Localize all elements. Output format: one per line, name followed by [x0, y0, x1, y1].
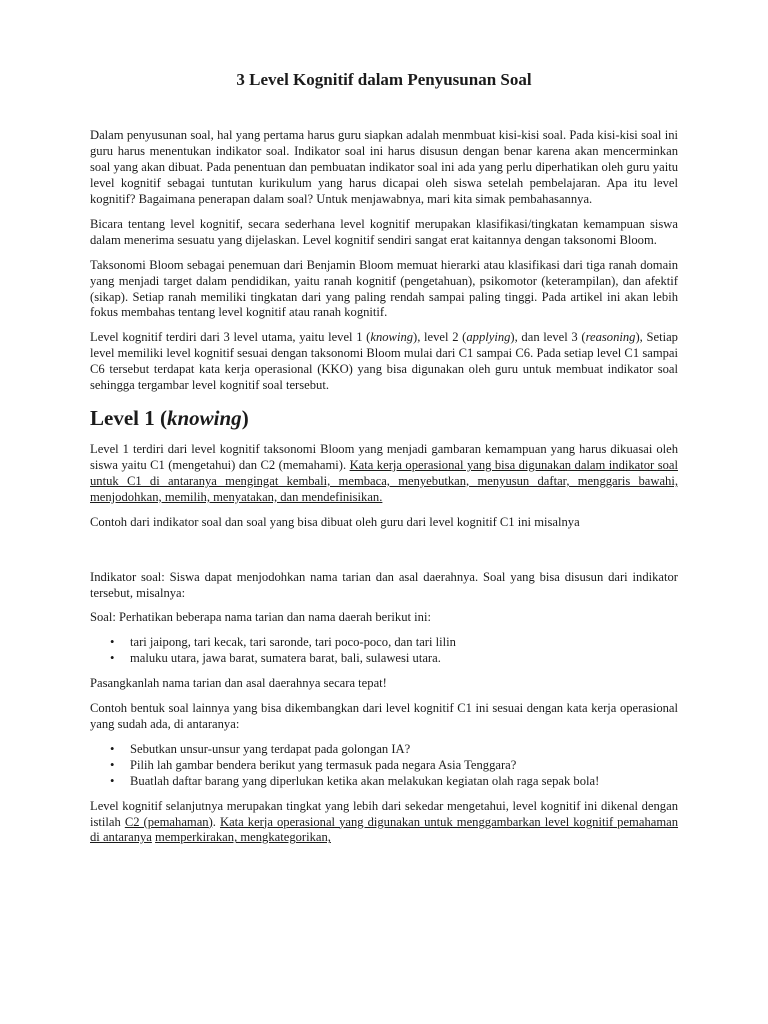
text-run: tari jaipong, tari kecak, tari saronde, tari poco-poco, dan tari lilin — [130, 635, 456, 650]
indicator-paragraph — [90, 570, 678, 602]
text-run: Buatlah daftar barang yang diperlukan ketika akan melakukan kegiatan olah raga sepak bola! — [130, 773, 600, 788]
text-run: Level kognitif selanjutnya merupakan tingkat yang lebih dari sekedar mengetahui, level kognitif ini dikenal dengan istilah — [90, 798, 678, 829]
text-run: Level 1 terdiri dari level kognitif taksonomi Bloom yang menjadi gambaran kemampuan yang harus dikuasai oleh siswa yaitu C1 (mengetahui) dan C2 (memahami). — [90, 442, 678, 473]
text-run: Kata kerja operasional yang bisa digunakan dalam indikator soal untuk C1 di antaranya mengingat kembali, membaca, menyebutkan, menyusun daftar, menggaris bawahi, menjodohkan, memilih, menyatakan, dan mendefinisikan. — [90, 458, 678, 504]
bullet-item — [130, 758, 678, 774]
text-run: Taksonomi Bloom sebagai penemuan dari Benjamin Bloom memuat hierarki atau klasifikasi dari tiga ranah domain yang menjadi target dalam pendidikan, yaitu ranah kognitif (pengetahuan), psikomotor (keterampilan), dan afektif (sikap). Setiap ranah memiliki tingkatan dari yang paling rendah sampai paling tinggi. Pada artikel ini akan lebih fokus membahas tentang level kognitif atau ranah kognitif. — [90, 257, 678, 320]
bullet-item — [130, 774, 678, 790]
text-run: . — [212, 814, 220, 829]
text-run: Soal: Perhatikan beberapa nama tarian dan nama daerah berikut ini: — [90, 610, 431, 625]
level-1-description-paragraph — [90, 442, 678, 506]
paragraph-spacer — [90, 540, 678, 570]
text-run: memperkirakan, mengkategorikan, — [155, 830, 331, 845]
text-run: applying — [466, 330, 511, 345]
bullet-item — [130, 742, 678, 758]
text-run: ), dan level 3 ( — [510, 330, 586, 345]
text-run: Pilih lah gambar bendera berikut yang termasuk pada negara Asia Tenggara? — [130, 757, 517, 772]
bloom-taxonomy-paragraph — [90, 258, 678, 322]
text-run: 3 Level Kognitif dalam Penyusunan Soal — [236, 70, 532, 89]
other-examples-paragraph — [90, 701, 678, 733]
bullet-item — [130, 651, 678, 667]
intro-paragraph — [90, 128, 678, 208]
text-run: Dalam penyusunan soal, hal yang pertama harus guru siapkan adalah menmbuat kisi-kisi soal. Pada kisi-kisi soal ini guru harus menentukan indikator soal. Indikator soal ini harus disusun dengan benar karena akan mencerminkan soal yang akan dibuat. Pada penentuan dan pembuatan indikator soal ini ada yang perlu diperhatikan oleh guru yaitu level kognitif sebagai tuntutan kurikulum yang harus dicapai oleh siswa setelah pembelajaran. Apa itu level kognitif? Bagaimana penerapan dalam soal? Untuk menjawabnya, mari kita simak pembahasannya. — [90, 128, 678, 207]
text-run: Pasangkanlah nama tarian dan asal daerahnya secara tepat! — [90, 676, 387, 691]
document-title — [90, 70, 678, 90]
level-1-heading — [90, 406, 678, 430]
text-run: knowing — [166, 405, 242, 430]
text-run: maluku utara, jawa barat, sumatera barat, bali, sulawesi utara. — [130, 651, 441, 666]
bullet-item — [130, 635, 678, 651]
text-run: Bicara tentang level kognitif, secara sederhana level kognitif merupakan klasifikasi/tingkatan kemampuan siswa dalam menerima sesuatu yang dijelaskan. Level kognitif sendiri sangat erat kaitannya dengan taksonomi Bloom. — [90, 216, 678, 247]
text-run: Contoh bentuk soal lainnya yang bisa dikembangkan dari level kognitif C1 ini sesuai dengan kata kerja operasional yang sudah ada, di antaranya: — [90, 701, 678, 731]
c2-paragraph — [90, 799, 678, 847]
text-run: Indikator soal: Siswa dapat menjodohkan nama tarian dan asal daerahnya. Soal yang bisa disusun dari indikator tersebut, misalnya: — [90, 569, 678, 600]
three-levels-paragraph — [90, 330, 678, 394]
example-question-list — [90, 742, 678, 790]
text-run: ), level 2 ( — [413, 330, 467, 345]
matching-instruction-paragraph — [90, 676, 678, 692]
question-intro-paragraph — [90, 610, 678, 626]
text-run: knowing — [370, 330, 414, 345]
text-run: Sebutkan unsur-unsur yang terdapat pada golongan IA? — [130, 741, 411, 756]
text-run: ) — [241, 405, 249, 430]
text-run: reasoning — [585, 330, 636, 345]
text-run: Level 1 ( — [90, 405, 167, 430]
text-run: ), Setiap level memiliki level kognitif sesuai dengan taksonomi Bloom mulai dari C1 sampai C6. Pada setiap level C1 sampai C6 tersebut terdapat kata kerja operasional (KKO) yang bisa digunakan oleh guru untuk membuat indikator soal sehingga tergambar level kognitif soal tersebut. — [90, 330, 678, 393]
example-intro-paragraph — [90, 515, 678, 531]
text-run: Kata kerja operasional yang digunakan untuk menggambarkan level kognitif pemahaman di antaranya — [90, 814, 679, 845]
definition-paragraph — [90, 217, 678, 249]
text-run: C2 (pemahaman) — [124, 814, 213, 829]
dance-list — [90, 635, 678, 667]
text-run: Level kognitif terdiri dari 3 level utama, yaitu level 1 ( — [90, 330, 371, 345]
text-run: Contoh dari indikator soal dan soal yang bisa dibuat oleh guru dari level kognitif C1 ini misalnya — [90, 514, 580, 529]
